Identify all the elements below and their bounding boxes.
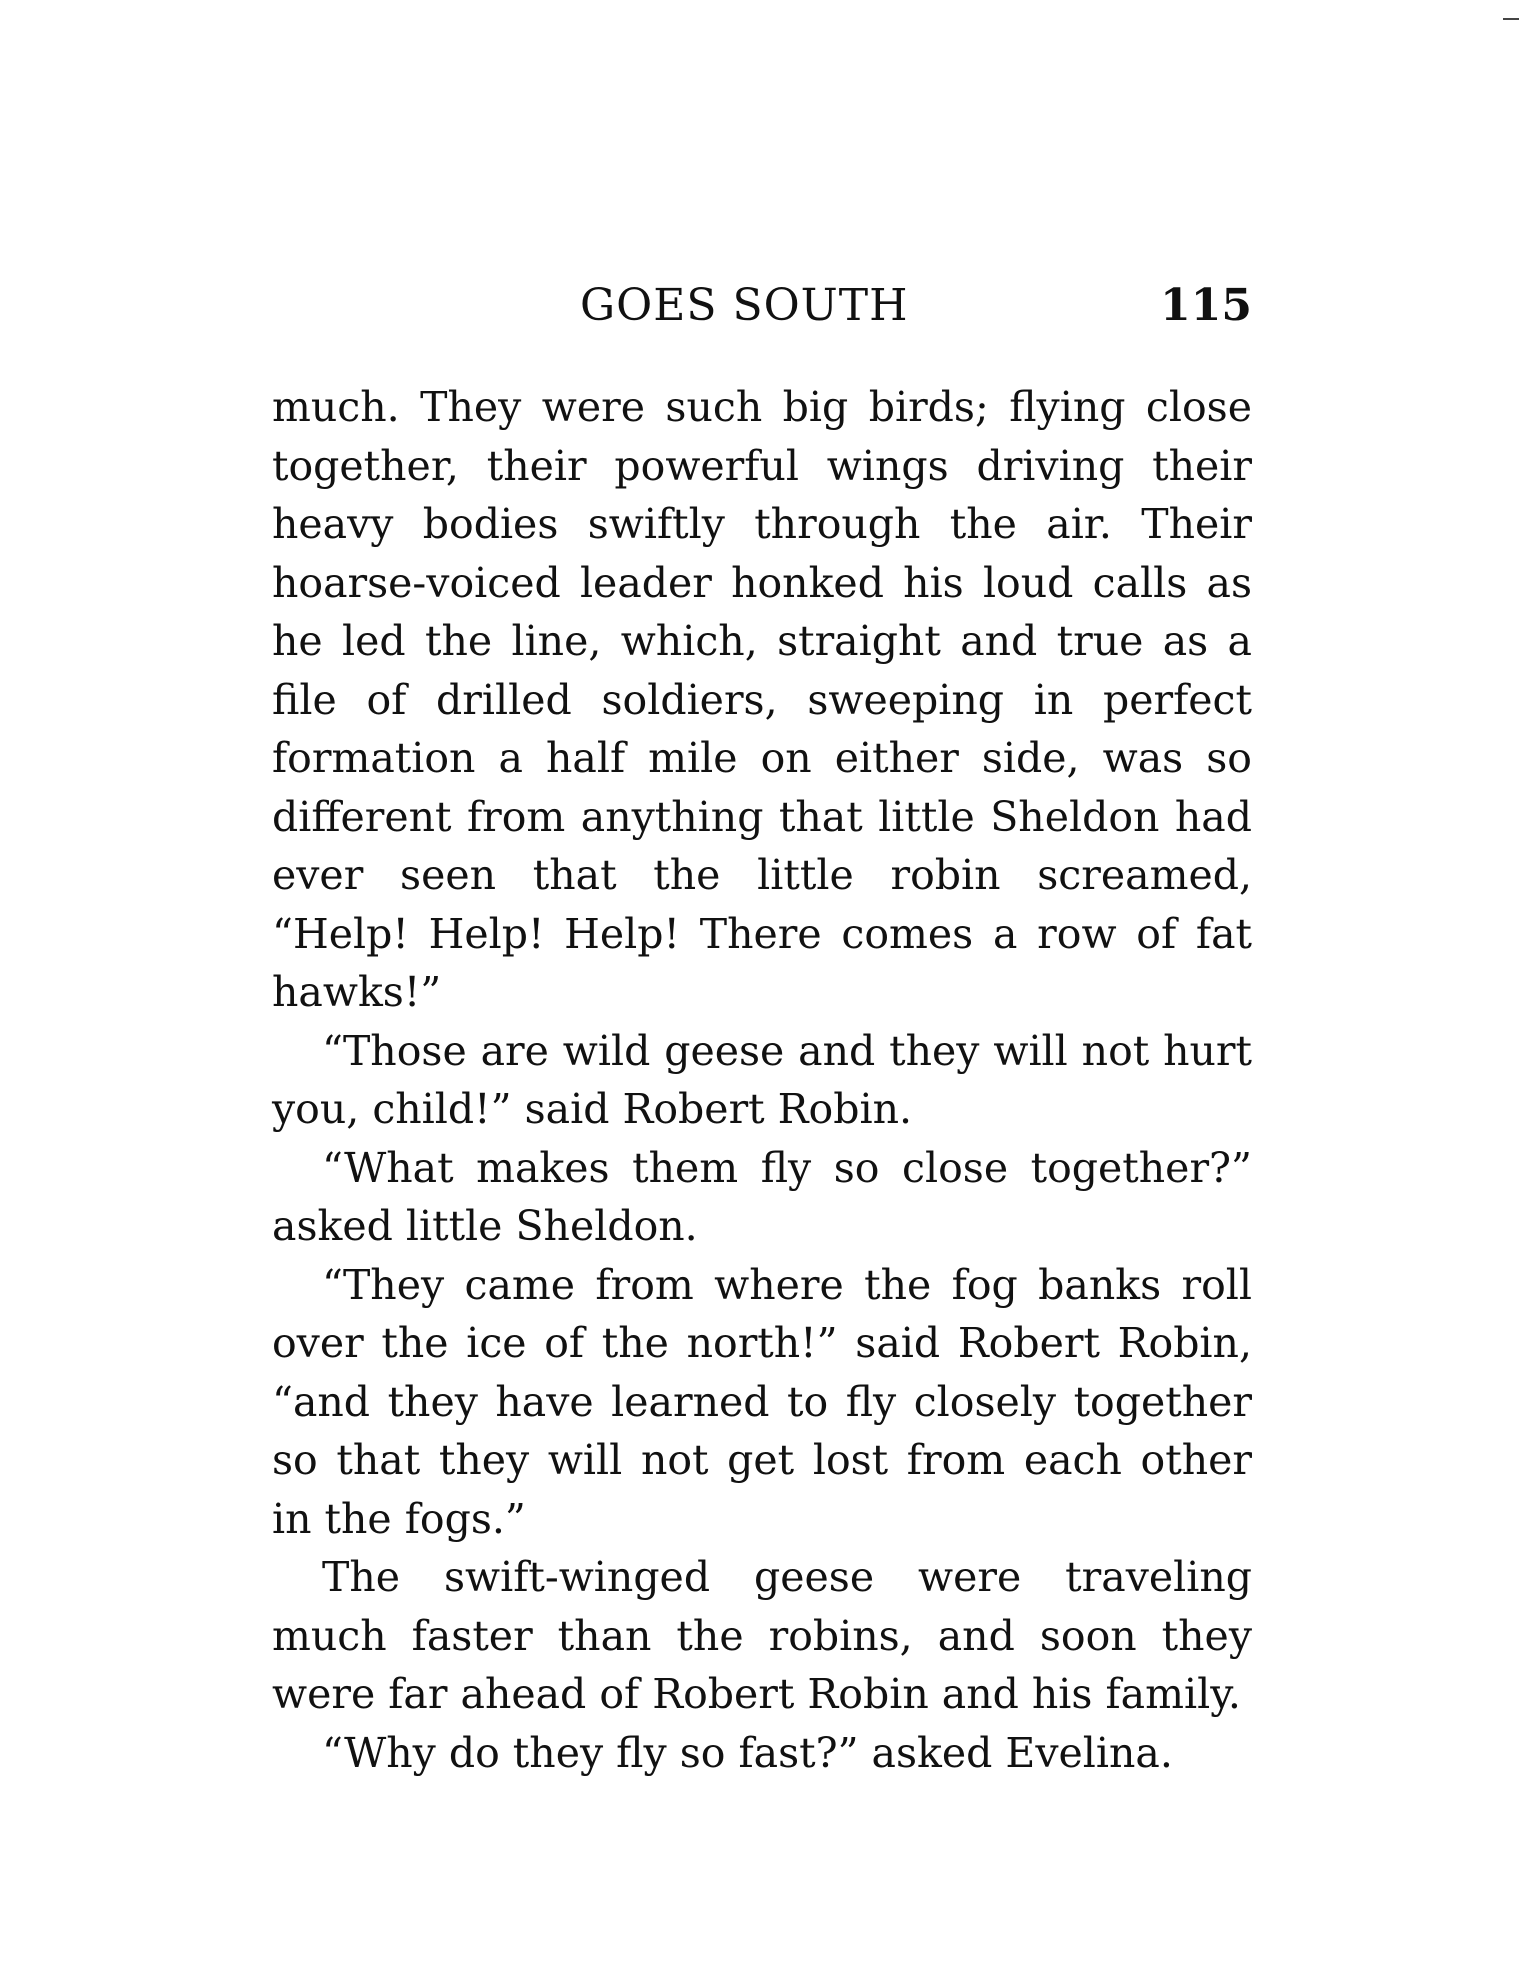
paragraph: The swift-winged geese were traveling much faster than the robins, and soon they were far ahead of Robert Robin and his family. bbox=[272, 1553, 1252, 1718]
running-head: GOES SOUTH bbox=[580, 280, 909, 331]
paragraph: “Why do they fly so fast?” asked Evelina. bbox=[322, 1728, 1173, 1777]
paragraph: “Those are wild geese and they will not hurt you, child!” said Robert Robin. bbox=[272, 1026, 1252, 1133]
scan-edge-mark bbox=[1503, 18, 1519, 20]
paragraph: “What makes them fly so close together?” asked little Sheldon. bbox=[272, 1143, 1252, 1250]
page-header bbox=[272, 280, 1252, 340]
body-text bbox=[272, 378, 1252, 1782]
page-number: 115 bbox=[1160, 280, 1252, 331]
paragraph: much. They were such big birds; flying close together, their powerful wings driving their heavy bodies swiftly through the air. Their hoarse-voiced leader honked his loud calls as he led the line, which, straight and true as a file of drilled soldiers, sweeping in perfect formation a half mile on either side, was so different from anything that little Sheldon had ever seen that the little robin screamed, “Help! Help! Help! There comes a row of fat hawks!” bbox=[272, 383, 1252, 1016]
paragraph: “They came from where the fog banks roll over the ice of the north!” said Robert Robin, “and they have learned to fly closely together so that they will not get lost from each other in the fogs.” bbox=[272, 1260, 1252, 1543]
